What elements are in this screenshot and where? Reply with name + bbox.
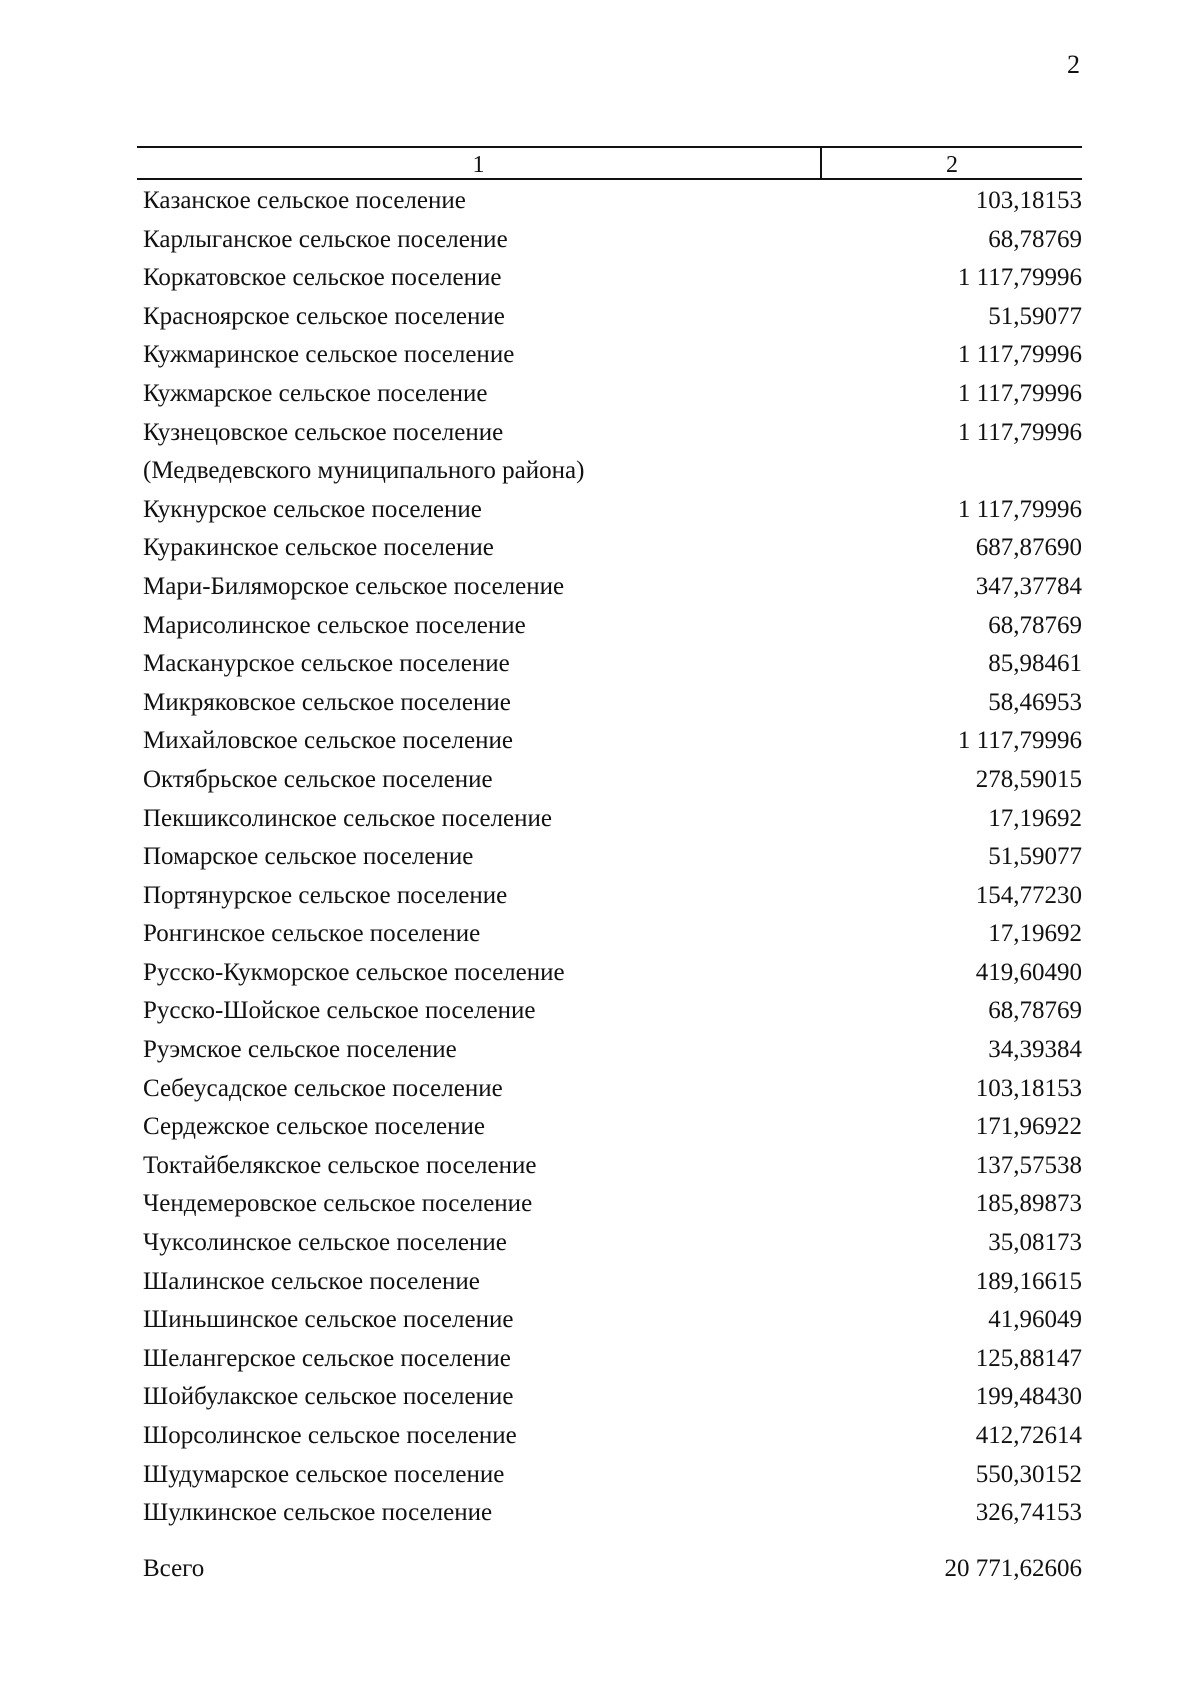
table-body	[137, 180, 1082, 1533]
settlement-name-line: Казанское сельское поселение	[143, 187, 466, 214]
settlement-name-line: Токтайбелякское сельское поселение	[143, 1151, 537, 1179]
settlement-value: 41,96049	[988, 1306, 1082, 1334]
settlement-name-line: Русско-Шойское сельское поселение	[143, 997, 536, 1025]
settlement-name	[137, 375, 783, 414]
settlement-name	[137, 722, 783, 761]
settlement-name-line: Шойбулакское сельское поселение	[143, 1383, 514, 1411]
settlement-value: 1 117,79996	[957, 264, 1082, 292]
settlement-name-line: Шалинское сельское поселение	[143, 1267, 480, 1295]
settlement-value: 1 117,79996	[957, 495, 1082, 523]
settlement-name-line: Шиньшинское сельское поселение	[143, 1306, 514, 1334]
total-row	[143, 1550, 1082, 1588]
settlement-name	[137, 1185, 783, 1224]
settlement-value: 687,87690	[975, 534, 1082, 562]
table-row	[137, 221, 1082, 260]
settlement-name-line: Октябрьское сельское поселение	[143, 765, 493, 793]
table-row	[137, 800, 1082, 839]
settlement-value: 412,72614	[975, 1422, 1082, 1449]
table-row	[137, 1185, 1082, 1224]
settlement-name	[137, 645, 783, 684]
settlement-name	[137, 877, 783, 916]
settlement-name-line-2: (Медведевского муниципального района)	[143, 457, 585, 485]
table-row	[137, 645, 1082, 684]
settlement-name-line: Коркатовское сельское поселение	[143, 264, 502, 292]
table-row	[137, 1108, 1082, 1147]
settlement-name	[137, 1031, 783, 1070]
table-row	[137, 298, 1082, 337]
table-header	[137, 146, 1082, 180]
table-row	[137, 1340, 1082, 1379]
settlement-name	[137, 800, 783, 839]
settlement-value: 17,19692	[988, 920, 1082, 948]
settlement-name	[137, 336, 783, 375]
table-row	[137, 414, 1082, 491]
page-number: 2	[1067, 50, 1080, 79]
settlement-name-line: Шорсолинское сельское поселение	[143, 1422, 517, 1449]
settlement-name	[137, 414, 783, 491]
table-row	[137, 375, 1082, 414]
settlement-name	[137, 761, 783, 800]
settlement-value: 17,19692	[988, 804, 1082, 832]
table-row	[137, 761, 1082, 800]
table-row	[137, 1494, 1082, 1533]
settlement-name	[137, 568, 783, 607]
settlement-name	[137, 529, 783, 568]
settlement-value: 85,98461	[988, 650, 1082, 678]
settlement-name-line: Шулкинское сельское поселение	[143, 1499, 493, 1527]
table-row	[137, 722, 1082, 761]
settlement-name-line: Портянурское сельское поселение	[143, 881, 508, 909]
settlement-name	[137, 1224, 783, 1263]
settlement-name	[137, 182, 783, 221]
settlement-name-line: Мари-Биляморское сельское поселение	[143, 572, 565, 600]
settlement-name	[137, 838, 783, 877]
settlement-name	[137, 1456, 783, 1495]
settlement-value: 68,78769	[988, 225, 1082, 253]
settlement-name-line: Кукнурское сельское поселение	[143, 495, 482, 523]
settlement-name-line: Себеусадское сельское поселение	[143, 1074, 503, 1102]
table-row	[137, 1263, 1082, 1302]
table-row	[137, 1417, 1082, 1456]
settlement-value: 550,30152	[975, 1460, 1082, 1488]
settlement-name-line: Сердежское сельское поселение	[143, 1113, 485, 1141]
settlement-name	[137, 1378, 783, 1417]
settlement-name-line: Чуксолинское сельское поселение	[143, 1229, 507, 1257]
settlement-name-line: Чендемеровское сельское поселение	[143, 1190, 533, 1218]
settlement-value: 154,77230	[975, 881, 1082, 909]
settlement-name	[137, 607, 783, 646]
settlement-value: 51,59077	[988, 843, 1082, 871]
settlement-name	[137, 1340, 783, 1379]
table-row	[137, 1147, 1082, 1186]
settlement-value: 103,18153	[975, 1074, 1082, 1102]
table-row	[137, 1301, 1082, 1340]
settlement-name	[137, 1108, 783, 1147]
settlement-name-line: Ронгинское сельское поселение	[143, 920, 481, 948]
settlement-name	[137, 259, 783, 298]
table-row	[137, 182, 1082, 221]
table-row	[137, 954, 1082, 993]
settlement-value: 1 117,79996	[957, 379, 1082, 407]
header-col2: 2	[946, 152, 958, 178]
settlement-name-line: Кужмарское сельское поселение	[143, 379, 488, 407]
settlement-value: 347,37784	[975, 572, 1082, 600]
settlement-name-line: Кужмаринское сельское поселение	[143, 341, 515, 369]
settlement-value: 199,48430	[975, 1383, 1082, 1411]
table-row	[137, 1070, 1082, 1109]
settlement-name	[137, 915, 783, 954]
settlement-name	[137, 1301, 783, 1340]
settlement-name-line: Карлыганское сельское поселение	[143, 225, 508, 253]
settlement-value: 326,74153	[975, 1499, 1082, 1527]
table-row	[137, 568, 1082, 607]
settlement-name-line: Масканурское сельское поселение	[143, 650, 510, 678]
table-row	[137, 684, 1082, 723]
table-row	[137, 336, 1082, 375]
settlement-name	[137, 992, 783, 1031]
settlement-value: 419,60490	[975, 958, 1082, 986]
data-table	[137, 146, 1082, 1533]
settlement-name	[137, 491, 783, 530]
total-label: Всего	[143, 1555, 205, 1582]
table-row	[137, 491, 1082, 530]
table-row	[137, 877, 1082, 916]
settlement-value: 34,39384	[988, 1036, 1082, 1064]
settlement-name-line: Помарское сельское поселение	[143, 843, 474, 871]
settlement-name	[137, 1263, 783, 1302]
settlement-value: 103,18153	[975, 187, 1082, 214]
settlement-value: 1 117,79996	[957, 418, 1082, 446]
settlement-value: 278,59015	[975, 765, 1082, 793]
settlement-name	[137, 684, 783, 723]
header-col1: 1	[472, 152, 485, 178]
settlement-name-line: Русско-Кукморское сельское поселение	[143, 958, 565, 986]
settlement-value: 35,08173	[988, 1229, 1082, 1257]
settlement-name	[137, 954, 783, 993]
settlement-value: 189,16615	[975, 1267, 1082, 1295]
settlement-name	[137, 1494, 783, 1533]
settlement-value: 171,96922	[975, 1113, 1082, 1141]
settlement-value: 1 117,79996	[957, 727, 1082, 755]
settlement-value: 58,46953	[988, 688, 1082, 716]
settlement-value: 68,78769	[988, 611, 1082, 639]
settlement-name	[137, 1147, 783, 1186]
settlement-name-line: Шудумарское сельское поселение	[143, 1460, 505, 1488]
settlement-name-line: Пекшиксолинское сельское поселение	[143, 804, 552, 832]
settlement-name	[137, 298, 783, 337]
settlement-value: 68,78769	[988, 997, 1082, 1025]
settlement-name-line: Красноярское сельское поселение	[143, 302, 505, 330]
settlement-name-line: Кузнецовское сельское поселение	[143, 418, 504, 446]
settlement-value: 125,88147	[975, 1344, 1082, 1372]
settlement-value: 185,89873	[975, 1190, 1082, 1218]
settlement-value: 1 117,79996	[957, 341, 1082, 369]
table-row	[137, 1224, 1082, 1263]
table-row	[137, 1378, 1082, 1417]
settlement-name	[137, 1070, 783, 1109]
table-row	[137, 915, 1082, 954]
settlement-value: 51,59077	[988, 302, 1082, 330]
settlement-name-line: Марисолинское сельское поселение	[143, 611, 526, 639]
settlement-name-line: Микряковское сельское поселение	[143, 688, 511, 716]
table-row	[137, 1456, 1082, 1495]
settlement-value: 137,57538	[975, 1151, 1082, 1179]
table-row	[137, 607, 1082, 646]
settlement-name-line: Михайловское сельское поселение	[143, 727, 513, 755]
settlement-name	[137, 221, 783, 260]
table-row	[137, 259, 1082, 298]
settlement-name-line: Куракинское сельское поселение	[143, 534, 494, 562]
settlement-name	[137, 1417, 783, 1456]
table-row	[137, 992, 1082, 1031]
table-row	[137, 1031, 1082, 1070]
settlement-name-line: Шелангерское сельское поселение	[143, 1344, 511, 1372]
settlement-name-line: Руэмское сельское поселение	[143, 1036, 457, 1064]
table-row	[137, 838, 1082, 877]
total-value: 20 771,62606	[944, 1555, 1082, 1582]
table-row	[137, 529, 1082, 568]
